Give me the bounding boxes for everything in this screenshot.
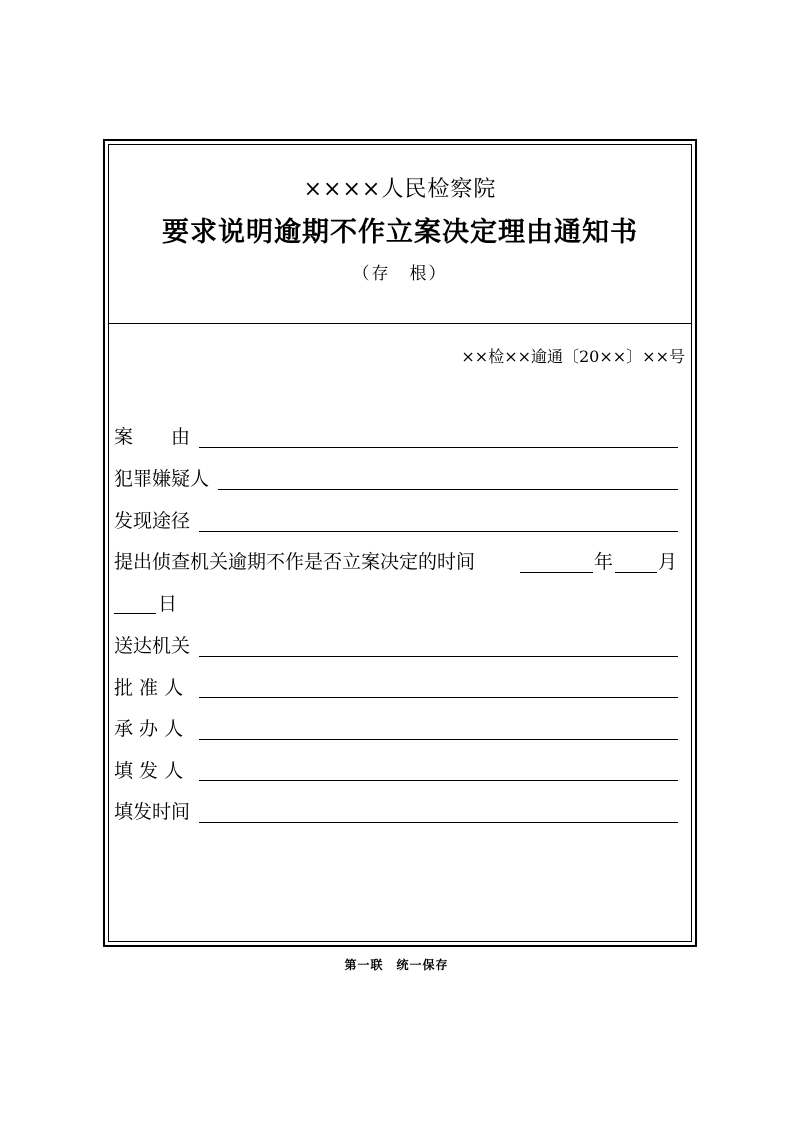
approver-field[interactable] xyxy=(199,697,678,698)
handler-label: 承 办 人 xyxy=(114,718,184,740)
day-unit-row xyxy=(158,591,177,617)
deadline-label: 提出侦查机关逾期不作是否立案决定的时间 xyxy=(114,551,476,573)
approver-row xyxy=(114,675,183,701)
delivery-label: 送达机关 xyxy=(114,635,191,657)
year-unit: 年 xyxy=(594,551,614,573)
issuer-row xyxy=(114,758,183,784)
stub-label: （存 根） xyxy=(352,264,448,284)
court-name: ××××人民检察院 xyxy=(303,177,497,202)
deadline-row xyxy=(114,549,475,575)
deadline-day-field[interactable] xyxy=(114,613,156,614)
approver-label: 批 准 人 xyxy=(114,677,184,699)
issue-time-row xyxy=(114,799,190,825)
suspect-row xyxy=(114,466,209,492)
delivery-field[interactable] xyxy=(199,656,678,657)
discovery-field[interactable] xyxy=(199,531,678,532)
day-unit: 日 xyxy=(158,593,178,615)
issue-time-field[interactable] xyxy=(199,822,678,823)
delivery-row xyxy=(114,633,190,659)
case-cause-label: 案 由 xyxy=(114,426,191,448)
handler-field[interactable] xyxy=(199,739,678,740)
suspect-field[interactable] xyxy=(218,489,678,490)
case-cause-row xyxy=(114,424,190,450)
discovery-label: 发现途径 xyxy=(114,510,191,532)
deadline-month-field[interactable] xyxy=(615,572,657,573)
handler-row xyxy=(114,716,183,742)
document-title: 要求说明逾期不作立案决定理由通知书 xyxy=(162,217,638,248)
year-unit-row xyxy=(594,549,613,575)
footer-note: 第一联 统一保存 xyxy=(344,958,449,972)
document-number: ××检××逾通〔20××〕××号 xyxy=(461,347,685,366)
issuer-field[interactable] xyxy=(199,780,678,781)
deadline-year-field[interactable] xyxy=(520,572,593,573)
suspect-label: 犯罪嫌疑人 xyxy=(114,468,210,490)
issue-time-label: 填发时间 xyxy=(114,801,191,823)
month-unit: 月 xyxy=(658,551,678,573)
month-unit-row xyxy=(658,549,677,575)
issuer-label: 填 发 人 xyxy=(114,760,184,782)
case-cause-field[interactable] xyxy=(199,447,678,448)
header-divider xyxy=(108,323,692,324)
discovery-row xyxy=(114,508,190,534)
